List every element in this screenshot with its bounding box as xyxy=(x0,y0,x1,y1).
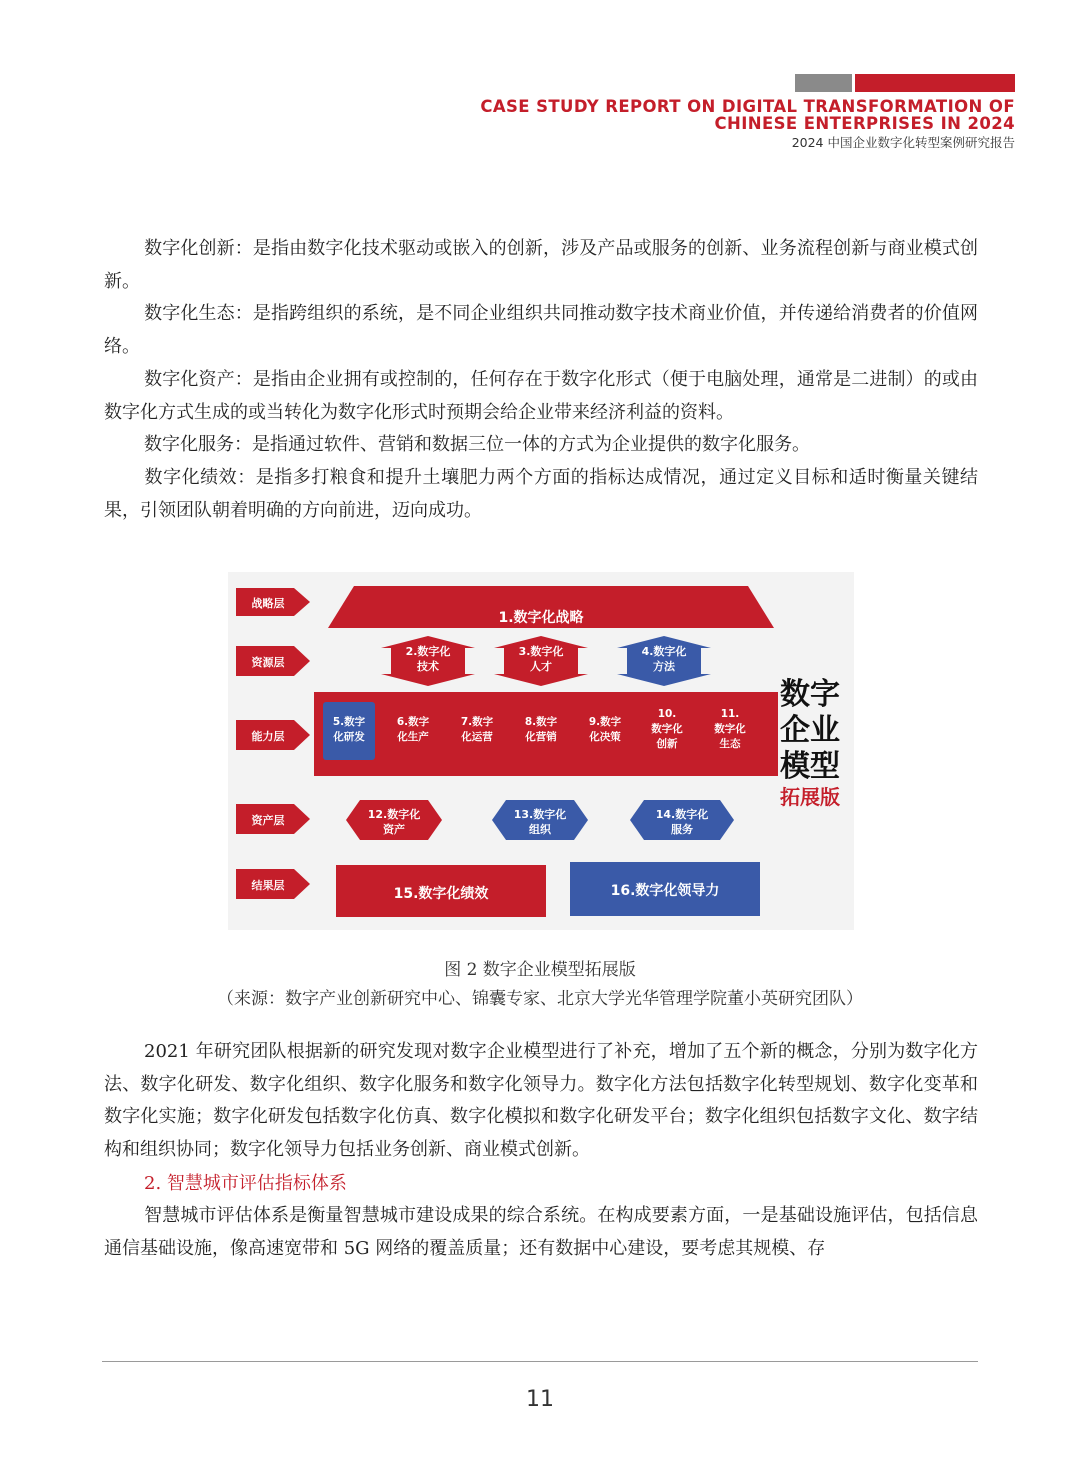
capability-line1: 8.数字 xyxy=(524,716,558,728)
capability-line2: 化决策 xyxy=(589,731,621,743)
resource-arrow-talent xyxy=(494,636,588,686)
paragraph-text: 数字化生态：是指跨组织的系统，是不同企业组织共同推动数字技术商业价值，并传递给消费者的价值网络。 xyxy=(104,303,978,357)
model-subtitle: 拓展版 xyxy=(780,785,840,809)
layer-label-text: 战略层 xyxy=(251,597,285,610)
resource-arrow-line1: 4.数字化 xyxy=(641,645,687,658)
result-label: 15.数字化绩效 xyxy=(393,886,489,902)
result-box-performance xyxy=(336,865,546,917)
paragraph-smart-city xyxy=(104,1200,978,1265)
asset-arrow-line1: 12.数字化 xyxy=(367,808,421,821)
paragraph-text: 数字化服务：是指通过软件、营销和数据三位一体的方式为企业提供的数字化服务。 xyxy=(144,434,810,455)
asset-arrow-line2: 资产 xyxy=(383,823,405,836)
layer-label-resources xyxy=(236,646,310,676)
capability-line2: 化运营 xyxy=(461,731,493,743)
digital-enterprise-model-figure xyxy=(228,572,854,930)
asset-arrow-service xyxy=(630,800,734,840)
header-title-cn: 2024 中国企业数字化转型案例研究报告 xyxy=(791,135,1015,150)
capability-line2: 化生产 xyxy=(397,731,429,743)
layer-label-assets xyxy=(236,804,310,834)
capability-line1: 10. xyxy=(657,708,677,720)
paragraph-text: 数字化绩效：是指多打粮食和提升土壤肥力两个方面的指标达成情况，通过定义目标和适时衡量关键结果，引领团队朝着明确的方向前进，迈向成功。 xyxy=(104,467,978,521)
resource-arrow-line1: 3.数字化 xyxy=(518,645,564,658)
layer-label-capabilities xyxy=(236,720,310,750)
paragraph-model-supplement xyxy=(104,1036,978,1166)
page-number: 11 xyxy=(526,1387,554,1412)
paragraph-digital-ecosystem xyxy=(104,298,978,363)
paragraph-text: 数字化创新：是指由数字化技术驱动或嵌入的创新，涉及产品或服务的创新、业务流程创新与商业模式创新。 xyxy=(104,238,978,292)
capability-line1: 11. xyxy=(720,708,740,720)
resource-arrow-line2: 方法 xyxy=(653,660,675,673)
asset-arrow-organization xyxy=(492,800,588,840)
header-title-en xyxy=(480,98,1015,132)
capability-line2: 数字化 xyxy=(651,723,683,735)
resource-arrow-line2: 技术 xyxy=(417,660,439,673)
layer-label-text: 能力层 xyxy=(251,730,285,743)
asset-arrow-line1: 13.数字化 xyxy=(513,808,567,821)
header-gray-bar xyxy=(795,74,852,92)
footer-divider xyxy=(102,1361,978,1362)
asset-arrow-line2: 服务 xyxy=(671,823,693,836)
header-title-en-line2: CHINESE ENTERPRISES IN 2024 xyxy=(714,114,1015,133)
section-heading-smart-city: 2. 智慧城市评估指标体系 xyxy=(144,1173,347,1194)
header-title-en-line1: CASE STUDY REPORT ON DIGITAL TRANSFORMATION OF xyxy=(480,97,1015,116)
result-box-leadership xyxy=(570,862,760,916)
capability-line2: 化营销 xyxy=(525,731,557,743)
paragraph-digital-performance xyxy=(104,462,978,527)
paragraph-digital-services xyxy=(104,429,978,462)
layer-label-text: 资源层 xyxy=(251,656,285,669)
layer-label-text: 结果层 xyxy=(251,879,285,892)
asset-arrow-line2: 组织 xyxy=(529,823,551,836)
resource-arrow-method xyxy=(617,636,711,686)
resource-arrow-technology xyxy=(381,636,475,686)
model-title xyxy=(780,677,840,809)
figure-caption-source: （来源：数字产业创新研究中心、锦囊专家、北京大学光华管理学院董小英研究团队） xyxy=(217,989,863,1009)
capability-line2: 数字化 xyxy=(714,723,746,735)
layer-label-strategy xyxy=(236,588,310,616)
paragraph-text: 智慧城市评估体系是衡量智慧城市建设成果的综合系统。在构成要素方面，一是基础设施评估，包括信息通信基础设施，像高速宽带和 5G 网络的覆盖质量；还有数据中心建设，要考虑其规模、存 xyxy=(104,1205,978,1259)
capability-line1: 7.数字 xyxy=(460,716,494,728)
header-red-bar xyxy=(855,74,1015,92)
capability-box-rd xyxy=(323,702,375,760)
capability-line1: 9.数字 xyxy=(588,716,622,728)
strategy-banner xyxy=(328,586,774,628)
paragraph-text: 数字化资产：是指由企业拥有或控制的，任何存在于数字化形式（便于电脑处理，通常是二进制）的或由数字化方式生成的或当转化为数字化形式时预期会给企业带来经济利益的资料。 xyxy=(104,369,978,423)
asset-arrow-assets xyxy=(346,800,442,840)
paragraph-digital-innovation xyxy=(104,233,978,298)
resource-arrow-line1: 2.数字化 xyxy=(405,645,451,658)
result-label: 16.数字化领导力 xyxy=(610,883,720,899)
asset-arrow-line1: 14.数字化 xyxy=(655,808,709,821)
capability-line1: 6.数字 xyxy=(396,716,430,728)
paragraph-text: 2021 年研究团队根据新的研究发现对数字企业模型进行了补充，增加了五个新的概念，分别为数字化方法、数字化研发、数字化组织、数字化服务和数字化领导力。数字化方法包括数字化转型规划、数字化变革和数字化实施；数字化研发包括数字化仿真、数字化模拟和数字化研发平台；数字化组织包括数字文化、数字结构和组织协同；数字化领导力包括业务创新、商业模式创新。 xyxy=(104,1041,978,1160)
paragraph-digital-assets xyxy=(104,364,978,429)
model-title-line: 模型 xyxy=(780,749,840,784)
resource-arrow-line2: 人才 xyxy=(530,660,552,673)
model-title-line: 企业 xyxy=(780,713,840,748)
model-title-line: 数字 xyxy=(780,677,840,712)
layer-label-text: 资产层 xyxy=(251,814,285,827)
capability-line3: 创新 xyxy=(656,738,678,750)
strategy-label: 1.数字化战略 xyxy=(498,610,584,626)
layer-label-results xyxy=(236,869,310,899)
figure-caption-title: 图 2 数字企业模型拓展版 xyxy=(444,960,636,980)
capability-line2: 化研发 xyxy=(333,731,365,743)
capability-line3: 生态 xyxy=(719,738,741,750)
capability-line1: 5.数字 xyxy=(332,716,366,728)
